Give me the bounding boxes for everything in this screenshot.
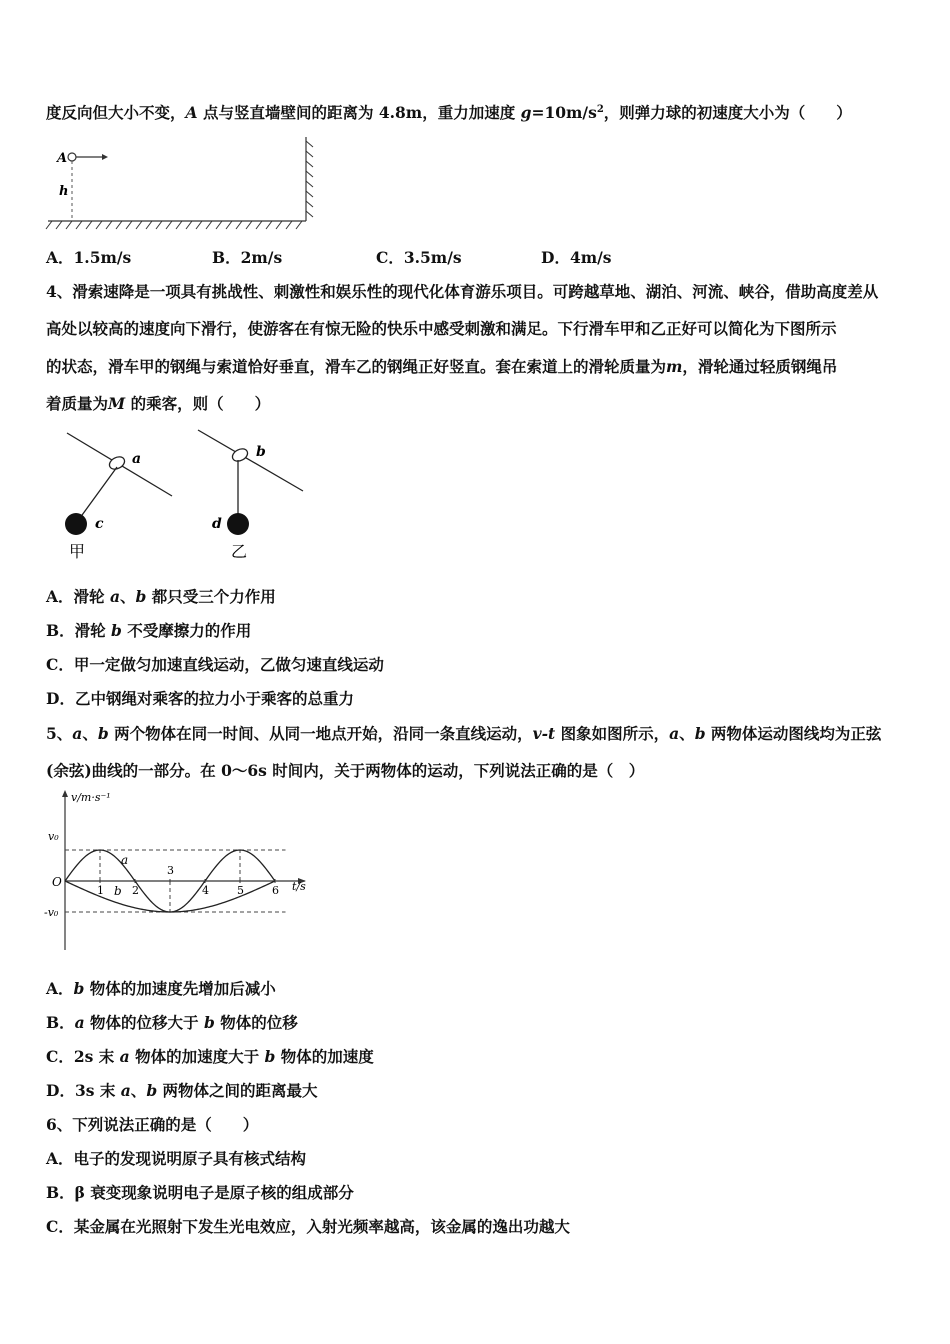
q4-option-d[interactable]: D．乙中钢绳对乘客的拉力小于乘客的总重力 <box>46 689 354 708</box>
label-b: b <box>256 444 266 460</box>
series-a-label: a <box>121 852 129 867</box>
pulley-b <box>230 446 249 463</box>
x-axis-label: t/s <box>292 880 306 893</box>
q3-option-a[interactable]: A．1.5m/s <box>46 248 132 267</box>
wall-hatch <box>306 141 313 217</box>
q5-stem-line-1: 5、a、b 两个物体在同一时间、从同一地点开始，沿同一条直线运动，v-t 图象如图所示，a、b 两物体运动图线均为正弦 <box>46 724 882 743</box>
label-jia: 甲 <box>69 542 86 561</box>
pulley-a <box>107 454 126 471</box>
label-c: c <box>95 516 104 532</box>
y-axis-label: v/m·s⁻¹ <box>71 791 111 804</box>
passenger-c <box>65 513 87 535</box>
q4-stem-line-4: 着质量为M 的乘客，则（ ） <box>46 394 271 413</box>
x-tick-label: 2 <box>132 884 139 897</box>
q4-stem-line-2: 高处以较高的速度向下滑行，使游客在有惊无险的快乐中感受刺激和满足。下行滑车甲和乙正好可以简化为下图所示 <box>46 319 837 338</box>
x-tick-label: 4 <box>202 884 209 897</box>
q4-stem-line-3: 的状态，滑车甲的钢绳与索道恰好垂直，滑车乙的钢绳正好竖直。套在索道上的滑轮质量为m，滑轮通过轻质钢绳吊 <box>46 357 838 376</box>
x-tick-label: 3 <box>167 864 174 877</box>
rope-jia <box>77 467 117 522</box>
q3-figure <box>40 135 320 235</box>
label-yi: 乙 <box>231 542 248 561</box>
vt-chart <box>40 788 330 958</box>
passenger-d <box>227 513 249 535</box>
label-d: d <box>212 516 222 532</box>
q5-option-d[interactable]: D．3s 末 a、b 两物体之间的距离最大 <box>46 1081 318 1100</box>
q4-option-a[interactable]: A．滑轮 a、b 都只受三个力作用 <box>46 587 276 606</box>
q3-stem: 度反向但大小不变，A 点与竖直墙壁间的距离为 4.8m，重力加速度 $g=10m/s^2$，则弹力球的初速度大小为（ ） <box>46 103 852 122</box>
q4-option-b[interactable]: B．滑轮 b 不受摩擦力的作用 <box>46 621 252 640</box>
ball <box>68 153 76 161</box>
q5-option-b[interactable]: B．a 物体的位移大于 b 物体的位移 <box>46 1013 298 1032</box>
q4-figure <box>55 425 315 565</box>
q3-option-c[interactable]: C．3.5m/s <box>376 248 462 267</box>
label-a: A <box>57 151 68 166</box>
y-tick-neg-v0: -v₀ <box>44 906 59 919</box>
series-b-label: b <box>114 883 122 898</box>
x-tick-label: 6 <box>272 884 279 897</box>
label-a: a <box>132 451 142 467</box>
y-tick-v0: v₀ <box>48 830 59 843</box>
label-h: h <box>59 184 69 199</box>
q6-stem: 6、下列说法正确的是（ ） <box>46 1115 259 1134</box>
q5-option-a[interactable]: A．b 物体的加速度先增加后减小 <box>46 979 276 998</box>
x-tick-label: 1 <box>97 884 104 897</box>
x-tick-label: 5 <box>237 884 244 897</box>
q6-option-c[interactable]: C．某金属在光照射下发生光电效应，入射光频率越高，该金属的逸出功越大 <box>46 1217 570 1236</box>
q6-option-b[interactable]: B．β 衰变现象说明电子是原子核的组成部分 <box>46 1183 354 1202</box>
cableway-yi <box>198 430 303 491</box>
q5-option-c[interactable]: C．2s 末 a 物体的加速度大于 b 物体的加速度 <box>46 1047 374 1066</box>
origin-label: O <box>52 875 62 889</box>
q4-stem-line-1: 4、滑索速降是一项具有挑战性、刺激性和娱乐性的现代化体育游乐项目。可跨越草地、湖泊、河流、峡谷，借助高度差从 <box>46 282 879 301</box>
y-axis-arrow <box>62 790 68 797</box>
ground-hatch <box>46 221 302 229</box>
velocity-arrow <box>102 154 108 160</box>
q4-option-c[interactable]: C．甲一定做匀加速直线运动，乙做匀速直线运动 <box>46 655 384 674</box>
q3-option-b[interactable]: B．2m/s <box>212 248 283 267</box>
q6-option-a[interactable]: A．电子的发现说明原子具有核式结构 <box>46 1149 307 1168</box>
q3-option-d[interactable]: D．4m/s <box>541 248 612 267</box>
q5-stem-line-2: (余弦)曲线的一部分。在 0～6s 时间内，关于两物体的运动，下列说法正确的是（ ） <box>46 761 645 780</box>
